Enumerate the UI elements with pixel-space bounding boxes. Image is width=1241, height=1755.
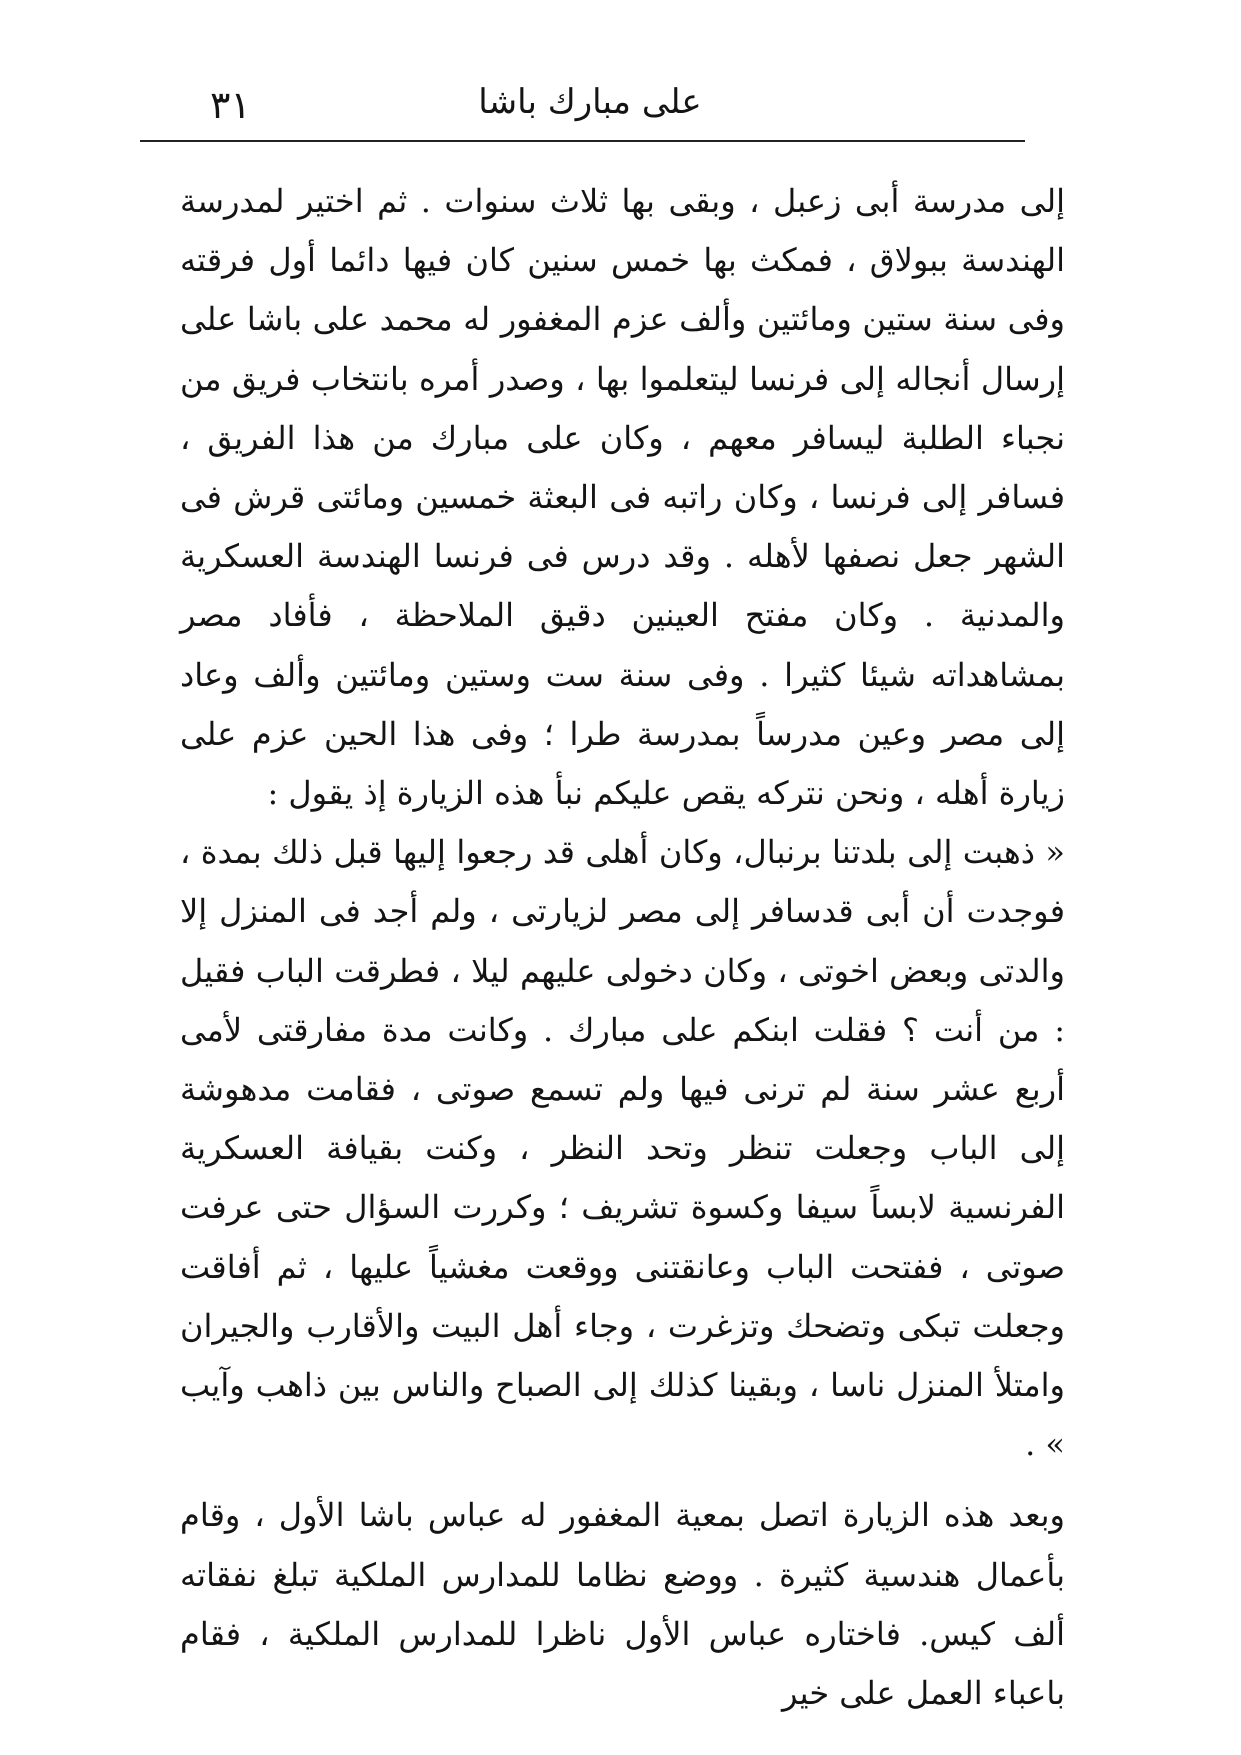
page-number: ٣١ bbox=[210, 83, 251, 127]
paragraph-biography: إلى مدرسة أبى زعبل ، وبقى بها ثلاث سنوات . ثم اختير لمدرسة الهندسة ببولاق ، فمكث بها خمس سنين كان فيها دائما أول فرقته وفى سنة ستين ومائتين وألف عزم المغفور له محمد على باشا على إرسال أنجاله إلى فرنسا ليتعلموا بها ، وصدر أمره بانتخاب فريق من نجباء الطلبة ليسافر معهم ، وكان على مبارك من هذا الفريق ، فسافر إلى فرنسا ، وكان راتبه فى البعثة خمسين ومائتى قرش فى الشهر جعل نصفها لأهله . وقد درس فى فرنسا الهندسة العسكرية والمدنية . وكان مفتح العينين دقيق الملاحظة ، فأفاد مصر بمشاهداته شيئا كثيرا . وفى سنة ست وستين ومائتين وألف وعاد إلى مصر وعين مدرساً بمدرسة طرا ؛ وفى هذا الحين عزم على زيارة أهله ، ونحن نتركه يقص عليكم نبأ هذه الزيارة إذ يقول : bbox=[180, 182, 1066, 813]
running-head bbox=[140, 80, 1040, 140]
running-title: على مبارك باشا bbox=[478, 82, 702, 122]
header-rule bbox=[140, 140, 1025, 142]
paragraph-abbas-pasha: وبعد هذه الزيارة اتصل بمعية المغفور له عباس باشا الأول ، وقام بأعمال هندسية كثيرة . ووضع نظاما للمدارس الملكية تبلغ نفقاته ألف كيس. فاختاره عباس الأول ناظرا للمدارس الملكية ، فقام باعباء العمل على خير bbox=[180, 1496, 1066, 1713]
body-text bbox=[180, 172, 1065, 1723]
paragraph-quotation: « ذهبت إلى بلدتنا برنبال، وكان أهلى قد رجعوا إليها قبل ذلك بمدة ، فوجدت أن أبى قدسافر إلى مصر لزيارتى ، ولم أجد فى المنزل إلا والدتى وبعض اخوتى ، وكان دخولى عليهم ليلا ، فطرقت الباب فقيل : من أنت ؟ فقلت ابنكم على مبارك . وكانت مدة مفارقتى لأمى أربع عشر سنة لم ترنى فيها ولم تسمع صوتى ، فقامت مدهوشة إلى الباب وجعلت تنظر وتحد النظر ، وكنت بقيافة العسكرية الفرنسية لابساً سيفا وكسوة تشريف ؛ وكررت السؤال حتى عرفت صوتى ، ففتحت الباب وعانقتنى ووقعت مغشياً عليها ، ثم أفاقت وجعلت تبكى وتضحك وتزغرت ، وجاء أهل البيت والأقارب والجيران وامتلأ المنزل ناسا ، وبقينا كذلك إلى الصباح والناس بين ذاهب وآيب » . bbox=[180, 833, 1066, 1464]
